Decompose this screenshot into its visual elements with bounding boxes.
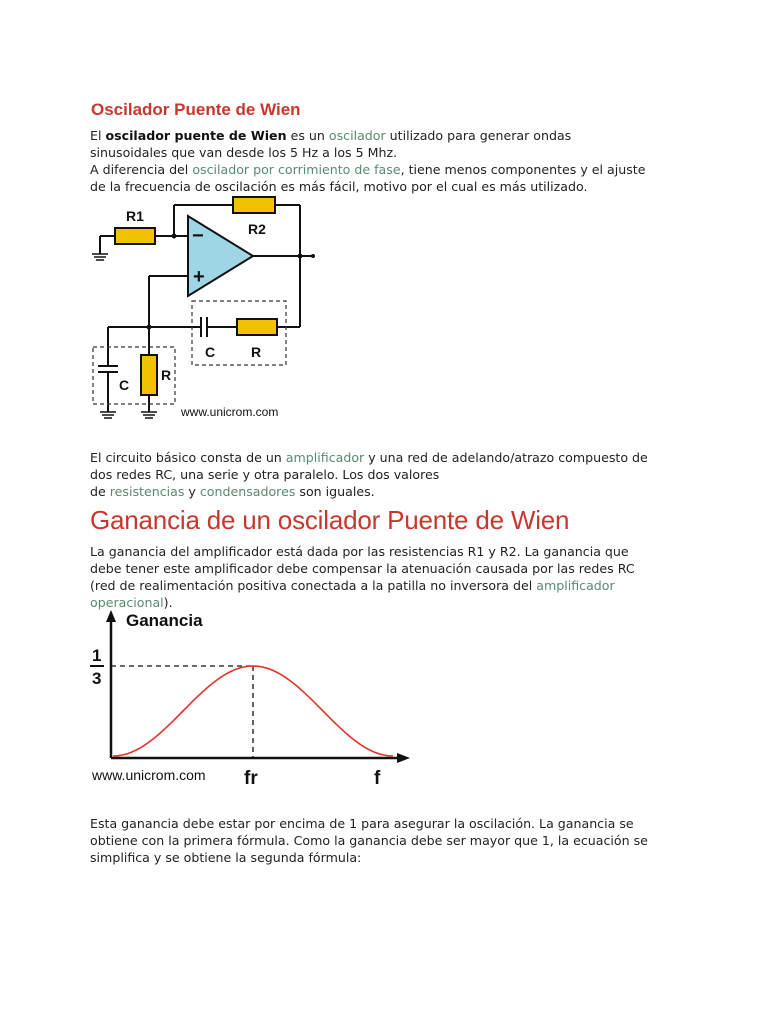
label-r2: R2 [248, 221, 266, 237]
text: utilizado para generar ondas [385, 128, 572, 143]
resistor-r2 [233, 197, 275, 213]
circuit-description-paragraph [90, 449, 690, 500]
x-tick-fr: fr [244, 768, 258, 789]
text: simplifica y se obtiene la segunda fórmula: [90, 850, 362, 865]
section-heading: Ganancia de un oscilador Puente de Wien [90, 505, 570, 535]
x-axis-label: f [374, 768, 381, 789]
text: Esta ganancia debe estar por encima de 1 para asegurar la oscilación. La ganancia se [90, 816, 634, 831]
intro-paragraph [90, 127, 690, 195]
text: dos redes RC, una serie y otra paralelo. Los dos valores [90, 467, 440, 482]
section-title: Oscilador Puente de Wien [91, 100, 301, 119]
link-amplificador[interactable]: amplificador [285, 450, 365, 465]
resistor-r1 [115, 228, 155, 244]
text: de [90, 484, 110, 499]
text: A diferencia del [90, 162, 193, 177]
y-axis-arrow [106, 610, 116, 622]
link-oscilador[interactable]: oscilador [328, 128, 386, 143]
y-tick-denominator: 3 [92, 669, 102, 688]
link-resistencias[interactable]: resistencias [109, 484, 185, 499]
text: debe tener este amplificador debe compensar la atenuación causada por las redes RC [90, 561, 635, 576]
text: El [90, 128, 106, 143]
gain-chart [88, 608, 418, 790]
wien-bridge-circuit-diagram [88, 190, 328, 425]
text: (red de realimentación positiva conectada a la patilla no inversora del [90, 578, 537, 593]
link-amplificador-operacional-1[interactable]: amplificador [536, 578, 615, 593]
text: , tiene menos componentes y el ajuste [400, 162, 646, 177]
text: es un [286, 128, 329, 143]
text: de la frecuencia de oscilación es más fácil, motivo por el cual es más utilizado. [90, 179, 588, 194]
watermark: www.unicrom.com [181, 405, 279, 419]
gain-paragraph [90, 543, 690, 611]
link-condensadores[interactable]: condensadores [199, 484, 296, 499]
y-tick-numerator: 1 [92, 646, 102, 665]
text: y [184, 484, 200, 499]
text: son iguales. [295, 484, 375, 499]
op-amp-minus: − [192, 225, 204, 247]
label-c-series: C [205, 344, 216, 360]
text: ). [163, 595, 173, 610]
text: El circuito básico consta de un [90, 450, 286, 465]
label-r-series: R [251, 344, 262, 360]
link-amplificador-operacional-2[interactable]: operacional [90, 595, 164, 610]
x-axis-arrow [397, 753, 410, 763]
chart-title: Ganancia [126, 611, 203, 630]
resistor-r-parallel [141, 355, 157, 395]
text: y una red de adelando/atrazo compuesto de [364, 450, 648, 465]
text: obtiene con la primera fórmula. Como la ganancia debe ser mayor que 1, la ecuación se [90, 833, 648, 848]
watermark: www.unicrom.com [92, 767, 206, 783]
label-r1: R1 [126, 208, 144, 224]
label-r-parallel: R [161, 367, 172, 383]
conclusion-paragraph [90, 815, 690, 866]
resistor-r-series [237, 319, 277, 335]
label-c-parallel: C [119, 377, 130, 393]
bold-term: oscilador puente de Wien [105, 128, 287, 143]
op-amp-plus: + [193, 266, 205, 288]
link-oscilador-corrimiento-fase[interactable]: oscilador por corrimiento de fase [192, 162, 401, 177]
text: sinusoidales que van desde los 5 Hz a los 5 Mhz. [90, 145, 398, 160]
text: La ganancia del amplificador está dada por las resistencias R1 y R2. La ganancia que [90, 544, 629, 559]
